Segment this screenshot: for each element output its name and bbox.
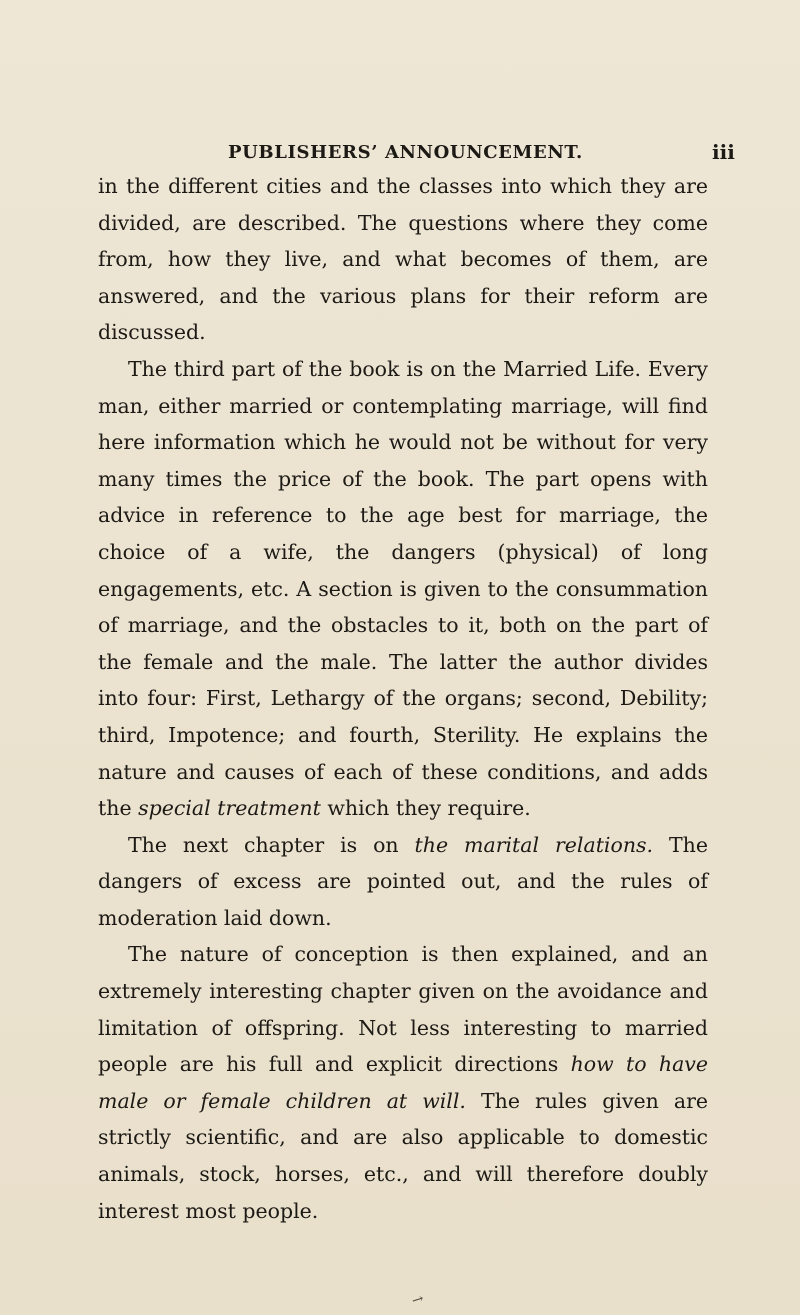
running-title: PUBLISHERS’ ANNOUNCEMENT.	[228, 142, 583, 163]
paragraph-4-emphasis: how to have male or female children at will.	[98, 1052, 709, 1113]
paragraph-1	[98, 168, 708, 351]
body-text	[98, 168, 708, 1229]
page-number: iii	[712, 140, 735, 164]
paragraph-2-emphasis: special treatment	[138, 796, 321, 821]
paragraph-4-text-a: The nature of conception is then explained, and an extremely interesting chapter given on the avoidance and limitation of offspring. Not less interesting to married people are his full and explicit directions	[98, 942, 708, 1077]
paragraph-3-text-a: The next chapter is on	[128, 832, 415, 857]
paragraph-3	[98, 827, 708, 937]
paragraph-2	[98, 351, 708, 827]
paragraph-3-emphasis: the marital relations.	[414, 832, 654, 857]
paragraph-4-text-b: The rules given are strictly scientific, and are also applicable to domestic animals, stock, horses, etc., and will therefore doubly interest most people.	[98, 1088, 708, 1223]
paragraph-1-text: in the different cities and the classes into which they are divided, are described. The questions where they come from, how they live, and what becomes of them, are answered, and the various plans for their reform are discussed.	[98, 174, 708, 345]
paragraph-3-text-b: The dangers of excess are pointed out, and the rules of moderation laid down.	[98, 832, 709, 930]
paragraph-4	[98, 936, 708, 1229]
bottom-margin-mark: →	[409, 1290, 426, 1310]
paragraph-2-text-a: The third part of the book is on the Married Life. Every man, either married or contemplating marriage, will find here information which he would not be without for very many times the price of the book. The part opens with advice in reference to the age best for marriage, the choice of a wife, the dangers (physical) of long engagements, etc. A section is given to the consummation of marriage, and the obstacles to it, both on the part of the female and the male. The latter the author divides into four: First, Lethargy of the organs; second, Debility; third, Impotence; and fourth, Sterility. He explains the nature and causes of each of these conditions, and adds the	[98, 356, 708, 821]
paragraph-2-text-b: which they require.	[320, 796, 531, 821]
page-header	[0, 0, 800, 180]
